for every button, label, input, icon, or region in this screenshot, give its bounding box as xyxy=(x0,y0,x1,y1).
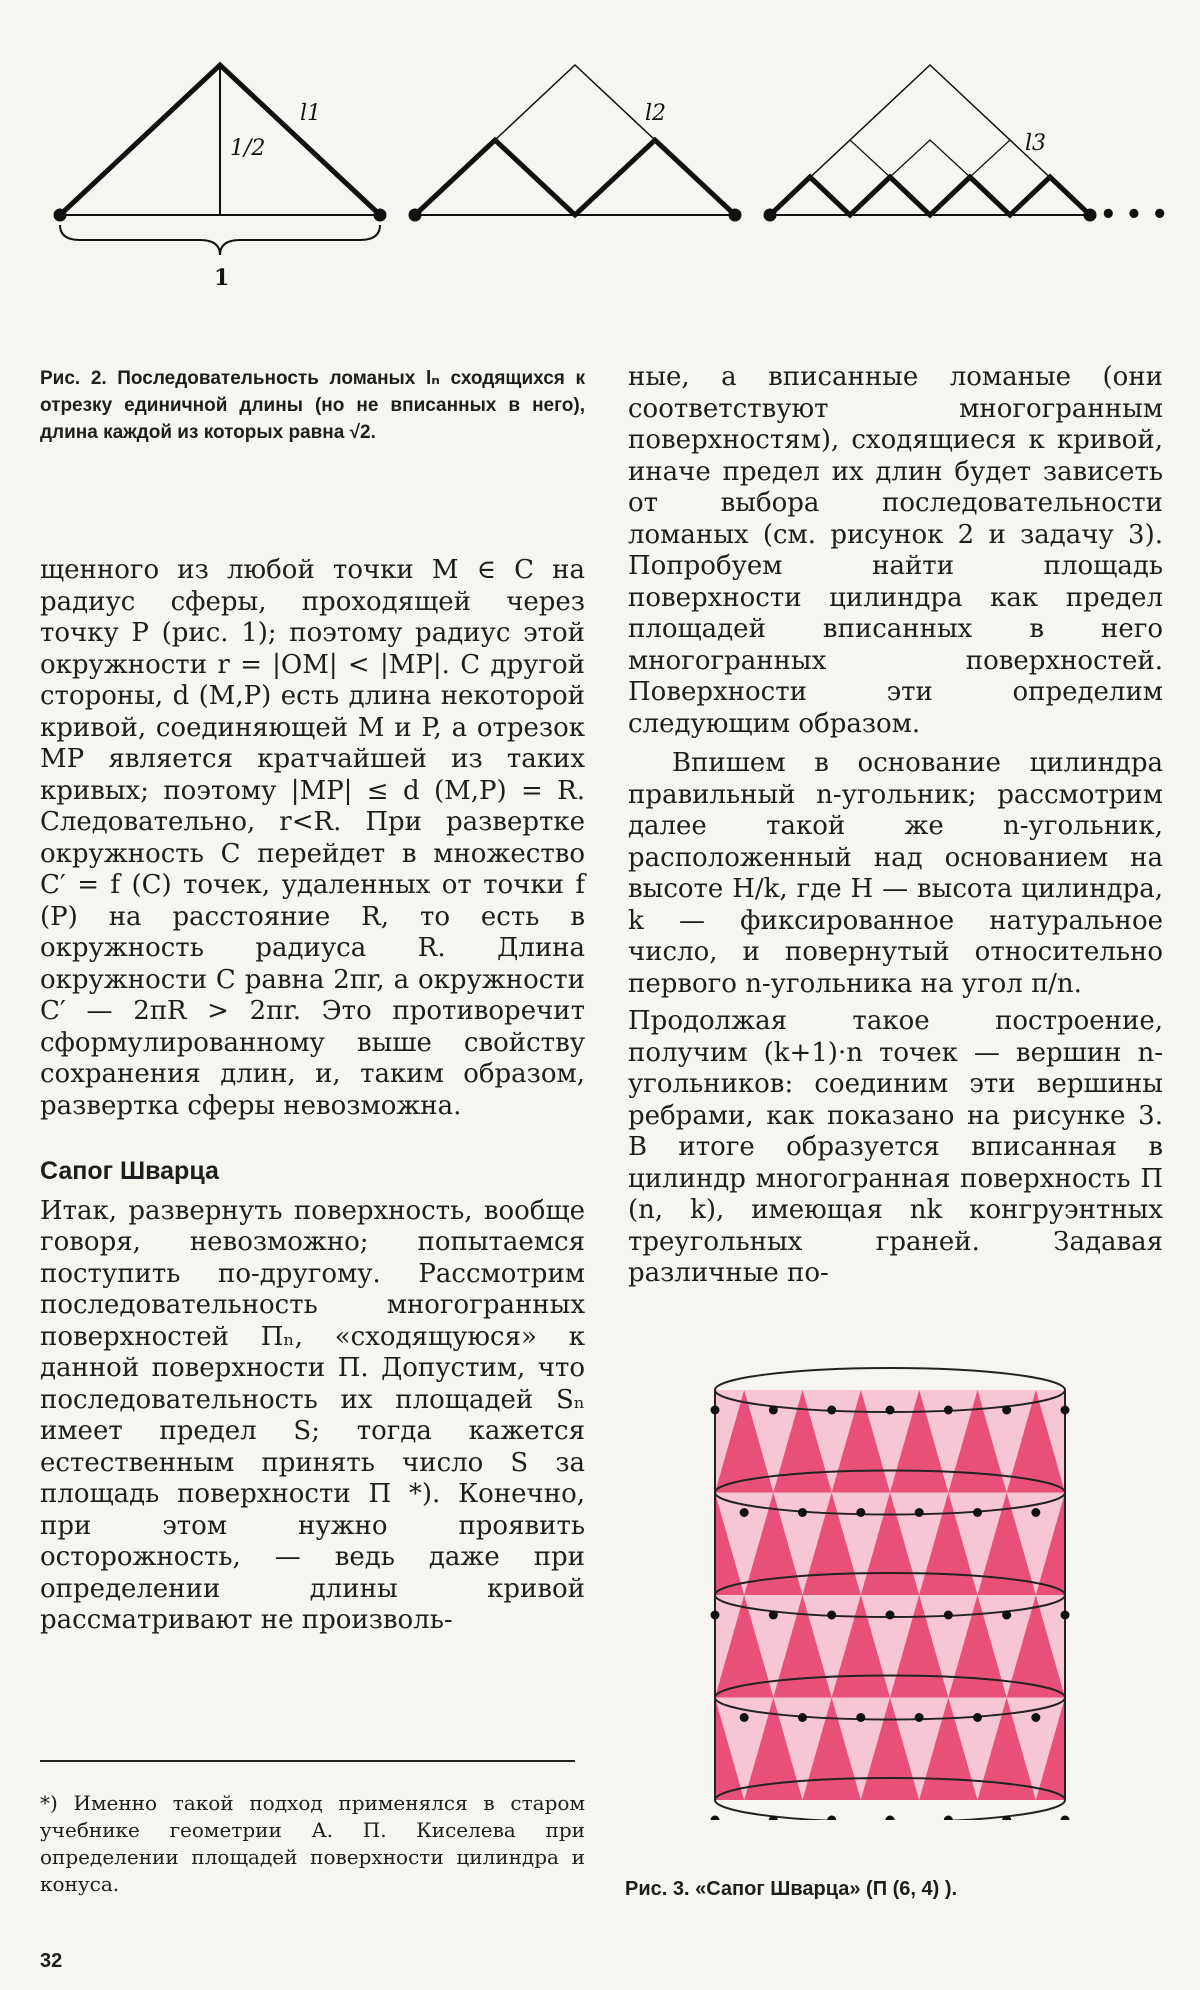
vertex xyxy=(1031,1713,1040,1722)
vertex xyxy=(915,1713,924,1722)
brace xyxy=(60,225,380,255)
vertex xyxy=(798,1713,807,1722)
vertex xyxy=(944,1816,953,1821)
right-paragraph-1: ные, а вписанные ломаные (они соответствуют многогранным поверхностям), сходящиеся к кривой, иначе предел их длин будет зависеть от выбора последовательности ломаных (см. рисунок 2 и задачу 3). Попробуем найти площадь поверхности цилиндра как предел площадей вписанных в него многогранных поверхностей. Поверхности эти определим следующим образом. xyxy=(628,362,1163,739)
left-column xyxy=(40,555,585,1637)
label-l3: l3 xyxy=(1025,131,1047,156)
vertex xyxy=(827,1611,836,1620)
outline-l2 xyxy=(415,65,735,215)
vertex xyxy=(740,1713,749,1722)
vertex xyxy=(915,1508,924,1517)
vertex xyxy=(769,1406,778,1415)
vertex xyxy=(1061,1816,1070,1821)
left-paragraph-2: Итак, развернуть поверхность, вообще говоря, невозможно; попытаемся поступить по-другому. Рассмотрим последовательность многогранных поверхностей Пₙ, «сходящуюся» к данной поверхности П. Допустим, что последовательность их площадей Sₙ имеет предел S; тогда кажется естественным принять число S за площадь поверхности П *). Конечно, при этом нужно проявить осторожность, — ведь даже при определении длины кривой рассматривают не произволь- xyxy=(40,1195,585,1635)
polyline-l3 xyxy=(770,177,1090,215)
section-heading: Сапог Шварца xyxy=(40,1157,219,1185)
vertex xyxy=(740,1508,749,1517)
vertex xyxy=(944,1406,953,1415)
vertex xyxy=(886,1816,895,1821)
figure-3 xyxy=(700,1350,1080,1820)
label-l1: l1 xyxy=(300,101,322,126)
left-paragraph-1: щенного из любой точки M ∈ C на радиус сферы, проходящей через точку P (рис. 1); поэтому радиус этой окружности r = |OM| < |MP|. С другой стороны, d (M,P) есть длина некоторой кривой, соединяющей M и P, а отрезок MP является кратчайшей из таких кривых; поэтому |MP| ≤ d (M,P) = R. Следовательно, r<R. При развертке окружность C перейдет в множество C′ = f (C) точек, удаленных от точки f (P) на расстояние R, то есть в окружность радиуса R. Длина окружности C равна 2πr, а окружности C′ — 2πR > 2πr. Это противоречит сформулированному выше свойству сохранения длин, и, таким образом, развертка сферы невозможна. xyxy=(40,555,585,1121)
ellipsis: • • • xyxy=(1100,200,1168,230)
right-column xyxy=(628,362,1163,1290)
face-triangle xyxy=(700,1390,715,1493)
vertex xyxy=(1061,1611,1070,1620)
vertex xyxy=(1061,1406,1070,1415)
footnote: *) Именно такой подход применялся в старом учебнике геометрии А. П. Киселева при определении площадей поверхности цилиндра и конуса. xyxy=(40,1791,585,1896)
vertex xyxy=(769,1611,778,1620)
label-half: 1/2 xyxy=(230,136,266,161)
label-l2: l2 xyxy=(645,101,667,126)
page-number: 32 xyxy=(40,1950,63,1972)
polyline-l2 xyxy=(415,140,735,215)
vertex xyxy=(711,1406,720,1415)
face-triangle xyxy=(1065,1390,1080,1493)
vertex xyxy=(1002,1406,1011,1415)
right-paragraph-2: Впишем в основание цилиндра правильный n-угольник; рассмотрим далее такой же n-угольник, расположенный над основанием на высоте H/k, где H — высота цилиндра, k — фиксированное натуральное число, и повернутый относительно первого n-угольника на угол π/n. xyxy=(628,748,1163,999)
footnote-rule xyxy=(40,1760,575,1762)
vertex xyxy=(973,1508,982,1517)
vertex xyxy=(798,1508,807,1517)
vertex xyxy=(886,1611,895,1620)
figure-2-caption: Рис. 2. Последовательность ломаных lₙ сходящихся к отрезку единичной длины (но не вписанных в него), длина каждой из которых равна √2. xyxy=(40,368,585,443)
vertex xyxy=(973,1713,982,1722)
vertex xyxy=(827,1816,836,1821)
vertex xyxy=(711,1611,720,1620)
figure-3-caption: Рис. 3. «Сапог Шварца» (П (6, 4) ). xyxy=(625,1878,958,1900)
face-triangle xyxy=(700,1595,715,1698)
vertex xyxy=(827,1406,836,1415)
vertex xyxy=(944,1611,953,1620)
vertex xyxy=(856,1713,865,1722)
vertex xyxy=(856,1508,865,1517)
right-paragraph-3: Продолжая такое построение, получим (k+1)·n точек — вершин n-угольников: соединим эти вершины ребрами, как показано на рисунке 3. В итоге образуется вписанная в цилиндр многогранная поверхность П (n, k), имеющая nk конгруэнтных треугольных граней. Задавая различные по- xyxy=(628,1006,1163,1288)
vertex xyxy=(711,1816,720,1821)
face-triangle xyxy=(1065,1595,1080,1698)
vertex xyxy=(1002,1611,1011,1620)
vertex xyxy=(1031,1508,1040,1517)
vertex xyxy=(886,1406,895,1415)
label-one: 1 xyxy=(214,265,230,291)
figure-2 xyxy=(40,55,1170,295)
